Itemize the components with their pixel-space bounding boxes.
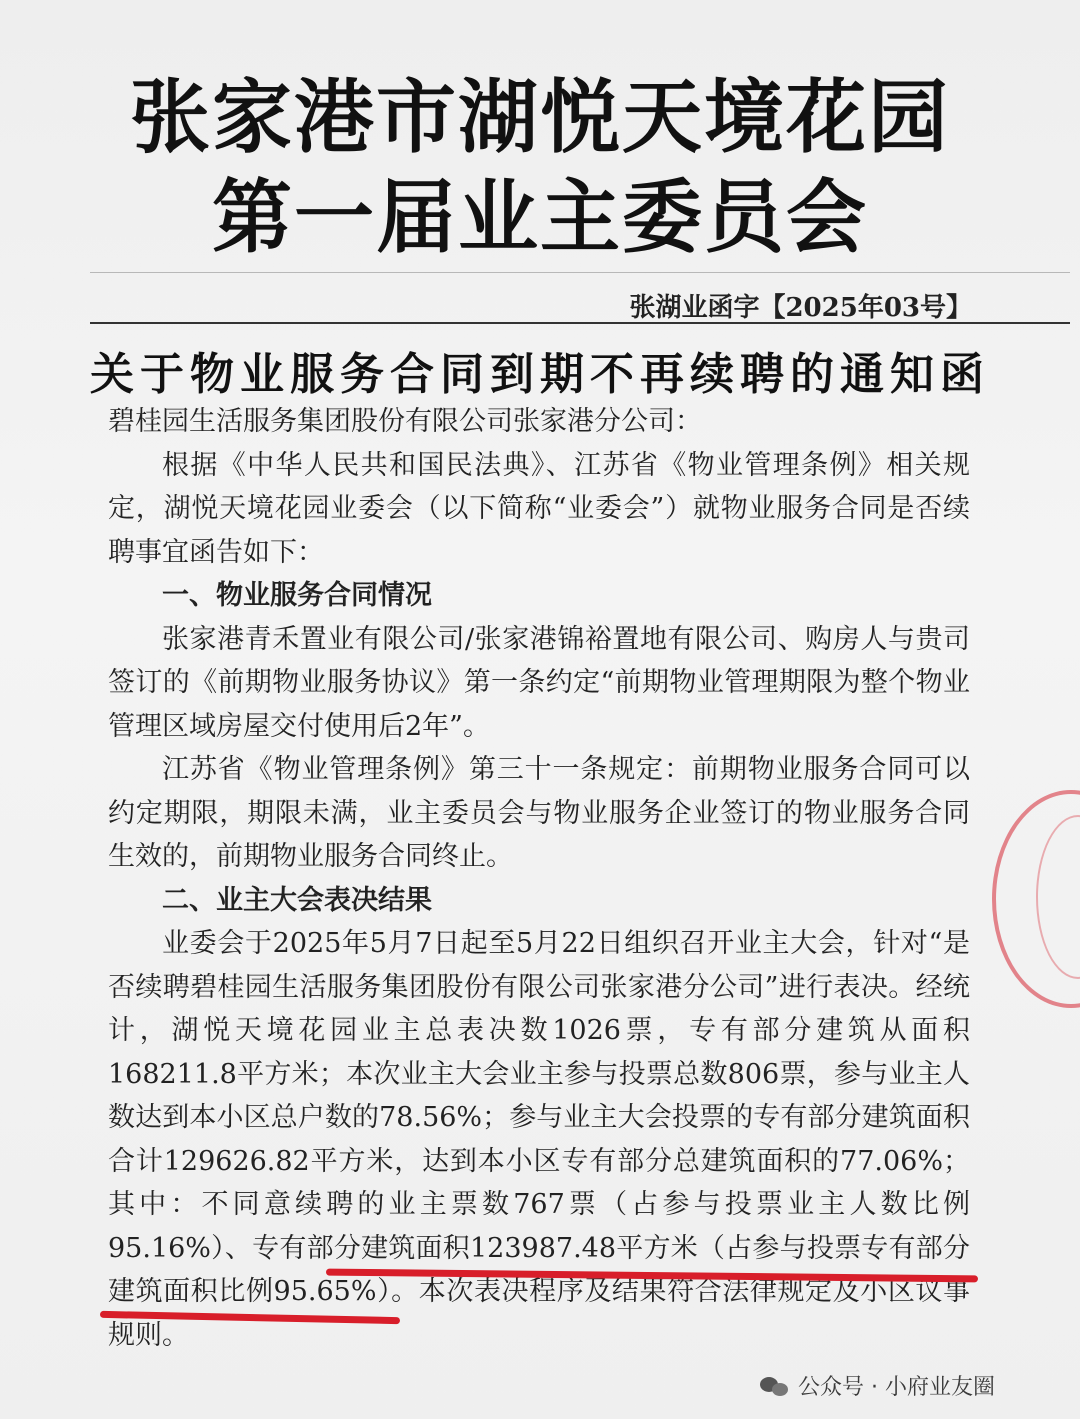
section-1-heading: 一、物业服务合同情况 bbox=[162, 580, 432, 611]
section-2-heading: 二、业主大会表决结果 bbox=[162, 884, 432, 916]
header-divider-thin bbox=[90, 272, 1070, 273]
letter-body bbox=[108, 400, 970, 1357]
watermark bbox=[760, 1370, 995, 1401]
section-1-paragraph-2: 江苏省《物业管理条例》第三十一条规定：前期物业服务合同可以约定期限，期限未满，业主委员会与物业服务企业签订的物业服务合同生效的，前期物业服务合同终止。 bbox=[108, 754, 970, 872]
org-title-line-2: 第一届业主委员会 bbox=[212, 171, 868, 264]
vote-stats-text: 业委会于2025年5月7日起至5月22日组织召开业主大会，针对“是否续聘碧桂园生活服务集团股份有限公司张家港分公司”进行表决。经统计，湖悦天境花园业主总表决数1026票，专有部分建筑从面积168211.8平方米；本次业主大会业主参与投票总数806票，参与业主人数达到本小区总户数的78.56%；参与业主大会投票的专有部分建筑面积合计129626.82平方米，达到本小区专有部分总建筑面积的77.06%； bbox=[108, 928, 970, 1177]
org-title-line-1: 张家港市湖悦天境花园 bbox=[130, 71, 950, 164]
watermark-text: 公众号 · 小府业友圈 bbox=[798, 1375, 995, 1400]
header-divider-thick bbox=[90, 322, 1070, 324]
addressee: 碧桂园生活服务集团股份有限公司张家港分公司： bbox=[108, 406, 702, 437]
section-2-paragraph-1 bbox=[108, 922, 970, 1357]
intro-paragraph: 根据《中华人民共和国民法典》、江苏省《物业管理条例》相关规定，湖悦天境花园业委会（以下简称“业委会”）就物业服务合同是否续聘事宜函告如下： bbox=[108, 449, 970, 568]
document-number: 张湖业函字【2025年03号】 bbox=[629, 293, 972, 323]
section-1-paragraph-1: 张家港青禾置业有限公司/张家港锦裕置地有限公司、购房人与贵司签订的《前期物业服务协议》第一条约定“前期物业管理期限为整个物业管理区域房屋交付使用后2年”。 bbox=[108, 623, 970, 742]
vote-area-text: 、专有部分建筑面积123987.48平方米（占参与投票专有部分建筑面积比例95.65%）。本次表决程序及结果符合法律规定及小区议事规则。 bbox=[108, 1232, 970, 1351]
notice-title: 关于物业服务合同到期不再续聘的通知函 bbox=[90, 349, 990, 400]
wechat-official-account-icon bbox=[760, 1375, 790, 1397]
highlighted-vote-result: 其中：不同意续聘的业主票数767票（占参与投票业主人数比例95.16%） bbox=[108, 1189, 970, 1264]
